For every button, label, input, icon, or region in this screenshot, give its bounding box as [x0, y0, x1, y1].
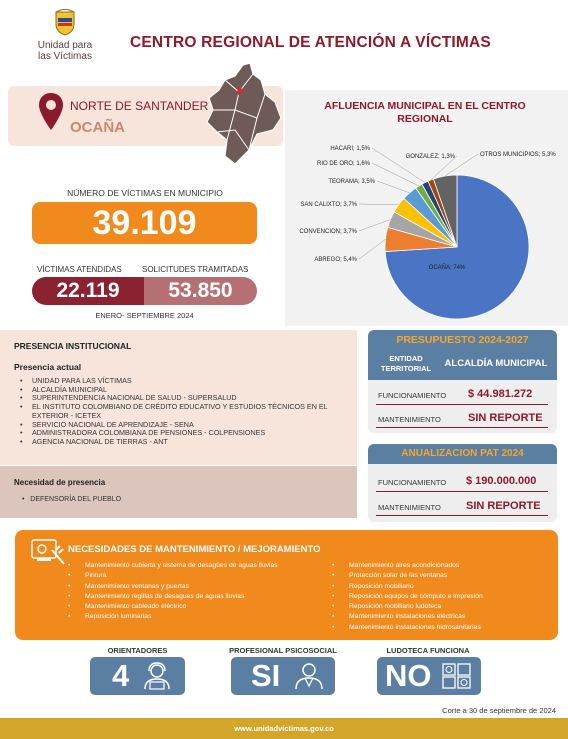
budget-title: PRESUPUESTO 2024-2027 [368, 330, 557, 350]
list-item: • Reposición luminarias [68, 612, 308, 622]
divider [376, 515, 548, 516]
attended-value: 22.119 [32, 277, 144, 305]
logo-line-2: las Víctimas [38, 51, 92, 62]
need-title: Necesidad de presencia [14, 478, 106, 487]
entity-label: ENTIDAD TERRITORIAL [380, 354, 432, 373]
pie-chart [285, 140, 568, 326]
list-item: • Reposición equipos de cómputo e impresión [332, 592, 552, 602]
list-item: • Protección solar de las ventanas [332, 571, 552, 581]
footer-url[interactable]: www.unidadvictimas.gov.co [0, 718, 568, 739]
pie-label: ABREGO; 5,4% [314, 257, 357, 263]
page-title: CENTRO REGIONAL DE ATENCIÓN A VÍCTIMAS [130, 34, 491, 51]
list-item: • Mantenimiento ventanas y puertas [68, 582, 308, 592]
need-item: • DEFENSORÍA DEL PUEBLO [22, 496, 122, 503]
pie-label: GONZALEZ; 1,3% [405, 154, 455, 160]
divider [376, 491, 548, 492]
presence-title: Presencia actual [14, 362, 82, 372]
need-item-label: DEFENSORÍA DEL PUEBLO [30, 496, 122, 503]
presence-list [20, 377, 350, 447]
budget-maintenance-value: SIN REPORTE [468, 412, 543, 424]
pie-leader-line [359, 239, 385, 259]
orientadores-box [90, 657, 185, 695]
list-item: • Mantenimiento cableado eléctrico [68, 602, 308, 612]
list-item: • EL INSTITUTO COLOMBIANO DE CRÉDITO EDUCATIVO Y ESTUDIOS TÉCNICOS EN EL EXTERIOR - ICETEX [20, 403, 350, 420]
pie-label: TEORAMA; 3,5% [328, 179, 375, 185]
coat-of-arms-icon [52, 8, 78, 36]
list-item: • Pintura [68, 571, 308, 581]
psychosocial-box [231, 657, 335, 695]
maintenance-list-left [68, 561, 308, 623]
pat-operation-label: FUNCIONAMIENTO [378, 478, 447, 487]
list-item: • Mantenimiento aires acondicionados [332, 561, 552, 571]
pat-operation-value: $ 190.000.000 [466, 475, 537, 487]
pie-label: OCAÑA; 74% [428, 265, 466, 271]
pie-label: RIO DE ORO; 1,6% [316, 161, 370, 167]
professional-icon [293, 662, 325, 690]
requests-value: 53.850 [144, 277, 257, 305]
budget-maintenance-label: MANTENIMIENTO [378, 415, 441, 424]
entity-value: ALCALDÍA MUNICIPAL [444, 358, 548, 369]
list-item: • Mantenimiento instalaciones eléctricas [332, 612, 552, 622]
list-item: • AGENCIA NACIONAL DE TIERRAS - ANT [20, 438, 350, 447]
list-item: • ADMINISTRADORA COLOMBIANA DE PENSIONES - COLPENSIONES [20, 429, 350, 438]
maintenance-title: NECESIDADES DE MANTENIMIENTO / MEJORAMIENTO [68, 544, 321, 555]
psychosocial-value: SI [251, 658, 281, 693]
need-panel [0, 466, 357, 518]
logo-text [25, 40, 105, 62]
location-pin-icon [38, 92, 64, 132]
list-item: • Mantenimiento instalaciones hidrosanitarias [332, 623, 552, 633]
pie-label: SAN CALIXTO; 3,7% [300, 202, 357, 208]
department-name: NORTE DE SANTANDER [70, 99, 209, 113]
pat-maintenance-label: MANTENIMIENTO [378, 503, 441, 512]
pie-leader-line [377, 181, 410, 193]
list-item: • Mantenimiento regillas de desagues de aguas lluvias [68, 592, 308, 602]
maintenance-list-right [332, 561, 552, 633]
requests-label: SOLICITUDES TRAMITADAS [142, 265, 249, 274]
institutional-title: PRESENCIA INSTITUCIONAL [14, 341, 132, 351]
orientadores-value: 4 [112, 658, 130, 693]
list-item: • SERVICIO NACIONAL DE APRENDIZAJE - SENA [20, 421, 350, 430]
pat-maintenance-value: SIN REPORTE [466, 500, 541, 512]
divider [376, 427, 548, 428]
pie-leader-line [359, 219, 390, 231]
pie-label: HACARI; 1,5% [330, 146, 370, 152]
tools-icon [30, 536, 68, 568]
budget-operation-value: $ 44.981.272 [468, 388, 533, 400]
municipality-name: OCAÑA [70, 119, 125, 136]
ludoteca-label: LUDOTECA FUNCIONA [386, 646, 470, 655]
period-label: ENERO- SEPTIEMBRE 2024 [95, 311, 194, 320]
ludoteca-value: NO [385, 658, 432, 693]
list-item: • Reposición mobiliario ludoteca [332, 602, 552, 612]
pie-leader-line [359, 204, 399, 205]
divider [376, 404, 548, 405]
headset-user-icon [140, 662, 174, 690]
cut-date: Corte a 30 de septiembre de 2024 [442, 706, 556, 715]
department-map-icon [195, 60, 290, 170]
list-item: • ALCALDÍA MUNICIPAL [20, 386, 350, 395]
list-item: • Reposición mobiliario [332, 582, 552, 592]
psychosocial-label: PROFESIONAL PSICOSOCIAL [229, 646, 337, 655]
attended-label: VÍCTIMAS ATENDIDAS [37, 265, 122, 274]
budget-operation-label: FUNCIONAMIENTO [378, 391, 447, 400]
pie-label: CONVENCION; 3,7% [299, 229, 357, 235]
list-item: • UNIDAD PARA LAS VÍCTIMAS [20, 377, 350, 386]
logo-line-1: Unidad para [37, 40, 93, 51]
list-item: • SUPERINTENDENCIA NACIONAL DE SALUD - SUPERSALUD [20, 394, 350, 403]
pie-leader-line [372, 163, 419, 186]
ludoteca-box [377, 657, 481, 695]
toy-blocks-icon [441, 662, 473, 690]
victims-total: 39.109 [32, 202, 257, 244]
chart-title: AFLUENCIA MUNICIPAL EN EL CENTRO REGIONAL [324, 100, 526, 125]
victims-label: NÚMERO DE VÍCTIMAS EN MUNICIPIO [67, 188, 223, 198]
list-item: • Mantenimiento cubierta y sistema de desagües de aguas lluvias [68, 561, 308, 571]
pat-title: ANUALIZACION PAT 2024 [368, 444, 557, 464]
orientadores-label: ORIENTADORES [107, 646, 168, 655]
pie-label: OTROS MUNICIPIOS; 5,3% [480, 152, 556, 158]
